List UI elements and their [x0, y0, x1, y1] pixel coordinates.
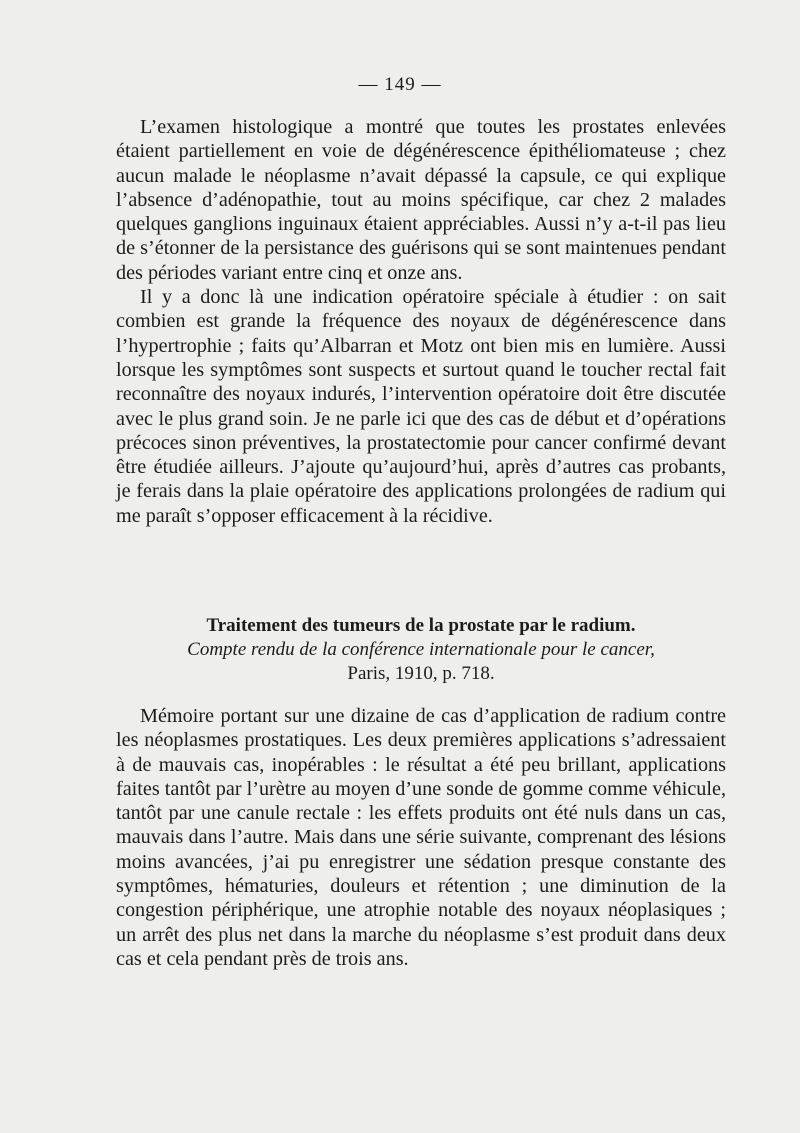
section-reference: Compte rendu de la conférence internationale pour le cancer, [187, 639, 655, 660]
paragraph: L’examen histologique a montré que toutes les prostates enlevées étaient partiellement en voie de dégénérescence épithéliomateuse ; chez aucun malade le néoplasme n’avait dépassé la capsule, ce qui explique l’absence d’adénopathie, tout au moins spécifique, car chez 2 malades quelques ganglions inguinaux étaient appréciables. Aussi n’y a-t-il pas lieu de s’étonner de la persistance des guérisons qui se sont maintenues pendant des périodes variant entre cinq et onze ans. [116, 116, 726, 284]
paragraph: Mémoire portant sur une dizaine de cas d’application de radium contre les néoplasmes prostatiques. Les deux premières applications s’adressaient à de mauvais cas, inopérables : le résultat a été peu brillant, applications faites tantôt par l’urètre au moyen d’une sonde de gomme comme véhicule, tantôt par une canule rectale : les effets produits ont été nuls dans un cas, mauvais dans l’autre. Mais dans une série suivante, comprenant des lésions moins avancées, j’ai pu enregistrer une sédation presque constante des symptômes, hématuries, douleurs et rétention ; une diminution de la congestion périphérique, une atrophie notable des noyaux néoplasiques ; un arrêt des plus net dans la marche du néoplasme s’est produit dans deux cas et cela pendant près de trois ans. [116, 705, 726, 970]
section-title: Traitement des tumeurs de la prostate par le radium. [206, 615, 636, 636]
text-block-intro [116, 115, 726, 528]
paragraph: Il y a donc là une indication opératoire spéciale à étudier : on sait combien est grande la fréquence des noyaux de dégénérescence dans l’hypertrophie ; faits qu’Albarran et Motz ont bien mis en lumière. Aussi lorsque les symptômes sont suspects et surtout quand le toucher rectal fait reconnaître des noyaux indurés, l’intervention opératoire doit être discutée avec le plus grand soin. Je ne parle ici que des cas de début et d’opérations précoces sinon préventives, la prostatectomie pour cancer confirmé devant être étudiée ailleurs. J’ajoute qu’aujourd’hui, après d’autres cas probants, je ferais dans la plaie opératoire des applications prolongées de radium qui me paraît s’opposer efficacement à la récidive. [116, 286, 726, 527]
text-block-radium [116, 704, 726, 971]
section-heading [116, 614, 726, 686]
section-place: Paris, 1910, p. 718. [347, 663, 495, 684]
page-number: — 149 — [358, 74, 442, 95]
